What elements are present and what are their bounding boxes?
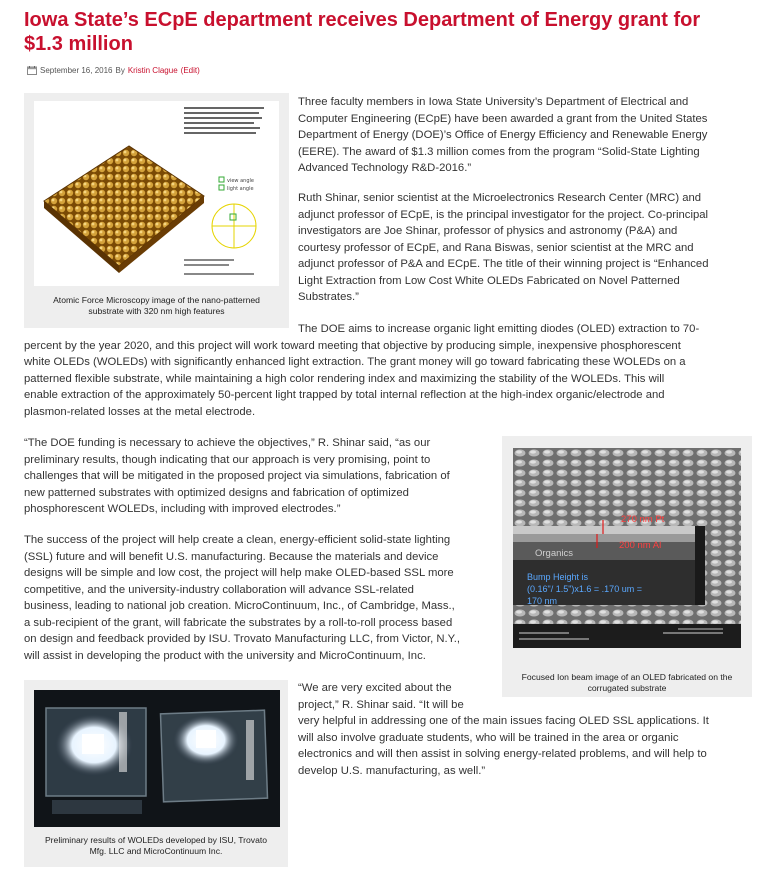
article-title	[24, 8, 744, 56]
post-by: By	[115, 66, 125, 75]
fib-image	[513, 448, 741, 648]
afm-figure	[24, 93, 289, 328]
title-line: Iowa State’s ECpE department receives Department of Energy grant for	[24, 9, 701, 31]
afm-legend-light: light angle	[227, 186, 254, 192]
fib-figure	[502, 436, 752, 697]
paragraph-3: The DOE aims to increase organic light emitting diodes (OLED) extraction to 70- percent by the year 2020, and this project will work toward meeting that objective by producing simple, inexpensive phosphorescent white OLEDs (WOLEDs) with significantly enhanced light extraction. The grant money will go toward fabricating these WOLEDs on a patterned flexible substrate, while maintaining a high color rendering index and maximizing the stability of the WOLEDs. This will enable extraction of the approximately 50-percent light trapped by total internal reflection at the high-index organic/electrode and plasmon-related losses at the metal electrode.	[24, 323, 700, 418]
post-date: September 16, 2016	[40, 66, 113, 75]
woled-photo	[34, 690, 280, 827]
author-link[interactable]: Kristin Clague	[127, 66, 178, 75]
fib-label-bump: 170 nm	[527, 596, 558, 606]
fib-caption: Focused Ion beam image of an OLED fabricated on the corrugated substrate	[521, 672, 733, 693]
title-line: $1.3 million	[24, 33, 133, 55]
afm-caption: Atomic Force Microscopy image of the nano-patterned substrate with 320 nm high features	[53, 295, 260, 316]
afm-image	[34, 101, 279, 286]
edit-link[interactable]: (Edit)	[180, 66, 200, 75]
calendar-icon	[27, 66, 37, 75]
paragraph-2: Ruth Shinar, senior scientist at the Microelectronics Research Center (MRC) and adjunct professor of ECpE, is the principal investigator for the project. Co-principal investigators are Joe Shinar, professor of physics and astronomy (P&A) and courtesy professor of ECpE, and Rana Biswas, senior scientist at the MRC and adjunct professor of P&A and ECpE. The title of their winning project is “Enhanced Light Extraction from Low Cost White OLEDs Fabricated on Novel Patterned Substrates.”	[298, 192, 709, 303]
fib-label-pt: 270 nm Pt	[621, 514, 665, 525]
afm-legend-view: view angle	[227, 178, 254, 184]
paragraph-5: The success of the project will help create a clean, energy-efficient solid-state lighting (SSL) future and will benefit U.S. manufacturing. Because the materials and device designs will be simple and low cost, the project will help make OLED-based SSL more competitive, and the university-industry collaboration will advance SSL-related business, leading to national job creation. MicroContinuum, Inc., of Cambridge, Mass., a sub-recipient of the grant, will fabricate the substrates by a roll-to-roll process based on design and feedback provided by ISU. Trovato Manufacturing LLC, from Victor, N.Y., will assist in developing the product with the university and MicroContinuum, Inc.	[24, 534, 461, 662]
fib-label-organics: Organics	[535, 548, 574, 559]
paragraph-1: Three faculty members in Iowa State University’s Department of Electrical and Computer Engineering (ECpE) have been awarded a grant from the United States Department of Energy (DOE)’s Office of Energy Efficiency and Renewable Energy (EERE). The award of $1.3 million comes from the program “Solid-State Lighting Advanced Technology R&D-2016.”	[298, 96, 708, 174]
woled-figure	[24, 680, 288, 867]
paragraph-4: “The DOE funding is necessary to achieve the objectives,” R. Shinar said, “as our preliminary results, though indicating that our approach is very promising, point to challenges that will be mitigated in the proposed project via simulations, fabrication of new patterned substrates with optimized designs and fabrication of optimized phosphorescent WOLEDs, including with improved electrodes.”	[24, 437, 450, 515]
fib-label-bump: (0.16"/ 1.5")x1.6 = .170 um =	[527, 584, 642, 594]
post-meta	[27, 66, 200, 75]
paragraph-6: “We are very excited about the project,” R. Shinar said. “It will be very helpful in addressing one of the main issues facing OLED SSL applications. It will also involve graduate students, who will be trained in the area or organic electronics and will then assist in solving energy-related problems, and will help to develop U.S. manufacturing, as well.”	[298, 682, 709, 777]
fib-label-al: 200 nm Al	[619, 540, 662, 551]
fib-label-bump: Bump Height is	[527, 572, 589, 582]
woled-caption: Preliminary results of WOLEDs developed by ISU, Trovato Mfg. LLC and MicroContinuum Inc.	[44, 835, 268, 856]
